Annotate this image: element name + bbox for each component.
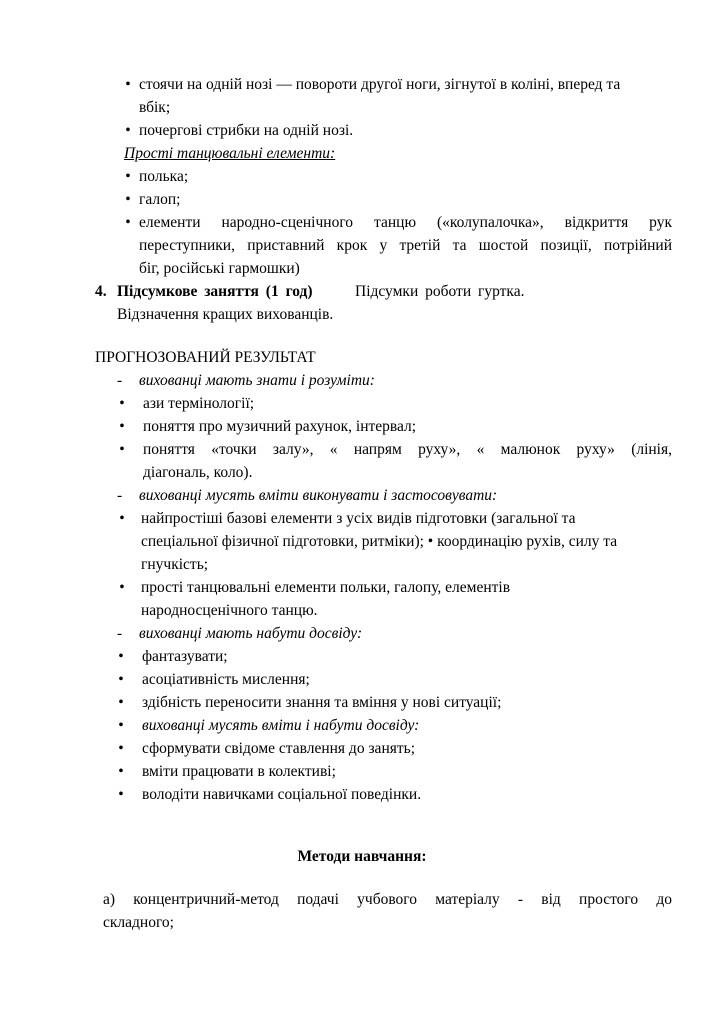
item-number: 4. [95, 283, 107, 300]
bullet: • [118, 694, 124, 711]
list-item-line: елементи народно-сценічного танцю («колупалочка», відкриття рук [139, 214, 672, 231]
list-item-line: ази термінології; [143, 395, 255, 412]
item-text: Відзначення кращих вихованців. [117, 306, 334, 323]
dash: - [117, 372, 123, 389]
group-title: вихованці мають знати і розуміти: [139, 372, 375, 389]
bullet: • [125, 76, 131, 93]
list-item-line: поняття «точки залу», « напрям руху», « малюнок руху» (лінія, [143, 441, 672, 458]
bullet: • [119, 418, 125, 435]
bullet: • [118, 740, 124, 757]
bullet: • [119, 441, 125, 458]
bullet: • [125, 122, 131, 139]
list-item-line: володіти навичками соціальної поведінки. [142, 786, 422, 803]
list-item-line: гнучкість; [141, 556, 209, 573]
paragraph-line: а) концентричний-метод подачі учбового матеріалу - від простого до [103, 891, 672, 908]
list-item-line: переступники, приставний крок у третій та шостой позиції, потрійний [139, 237, 672, 254]
list-item-line: спеціальної фізичної підготовки, ритміки); • координацію рухів, силу та [141, 533, 618, 550]
subtitle: Прості танцювальні елементи: [124, 145, 336, 162]
section-heading: ПРОГНОЗОВАНИЙ РЕЗУЛЬТАТ [95, 349, 316, 366]
item-text: Підсумки роботи гуртка. [355, 283, 525, 300]
bullet: • [125, 168, 131, 185]
methods-heading: Методи навчання: [297, 848, 427, 865]
bullet: • [118, 671, 124, 688]
list-item-line: прості танцювальні елементи польки, галопу, елементів [141, 579, 511, 596]
bullet: • [125, 191, 131, 208]
list-item-line: полька; [139, 168, 189, 185]
bullet: • [118, 786, 124, 803]
list-item-line: поняття про музичний рахунок, інтервал; [143, 418, 417, 435]
dash: - [117, 487, 123, 504]
dash: - [117, 625, 123, 642]
list-item-line: галоп; [139, 191, 181, 208]
bullet: • [119, 510, 125, 527]
bullet: • [118, 648, 124, 665]
list-item-line: народносценічного танцю. [141, 602, 318, 619]
paragraph-line: складного; [103, 914, 174, 931]
bullet: • [125, 214, 131, 231]
list-item-line: найпростіші базові елементи з усіх видів підготовки (загальної та [141, 510, 576, 527]
list-item-line: стоячи на одній нозі — повороти другої ноги, зігнутої в коліні, вперед та [139, 76, 621, 93]
group-title: вихованці мають набути досвіду: [139, 625, 363, 642]
list-item-line: асоціативність мислення; [142, 671, 310, 688]
bullet: • [118, 763, 124, 780]
bullet: • [119, 395, 125, 412]
list-item-line: сформувати свідоме ставлення до занять; [142, 740, 416, 757]
item-title: Підсумкове заняття (1 год) [117, 283, 313, 300]
list-item-line: фантазувати; [142, 648, 228, 665]
list-item-line: вбік; [139, 99, 171, 116]
bullet: • [119, 579, 125, 596]
group-title: вихованці мусять вміти виконувати і застосовувати: [139, 487, 498, 504]
list-item-line: вміти працювати в колективі; [142, 763, 336, 780]
bullet: • [118, 717, 124, 734]
list-item-line: почергові стрибки на одній нозі. [139, 122, 354, 139]
list-item-line: вихованці мусять вміти і набути досвіду: [142, 717, 420, 734]
list-item-line: біг, російські гармошки) [139, 260, 300, 277]
list-item-line: здібність переносити знання та вміння у нові ситуації; [142, 694, 502, 711]
list-item-line: діагональ, коло). [143, 464, 253, 481]
list-item-text [139, 73, 672, 96]
